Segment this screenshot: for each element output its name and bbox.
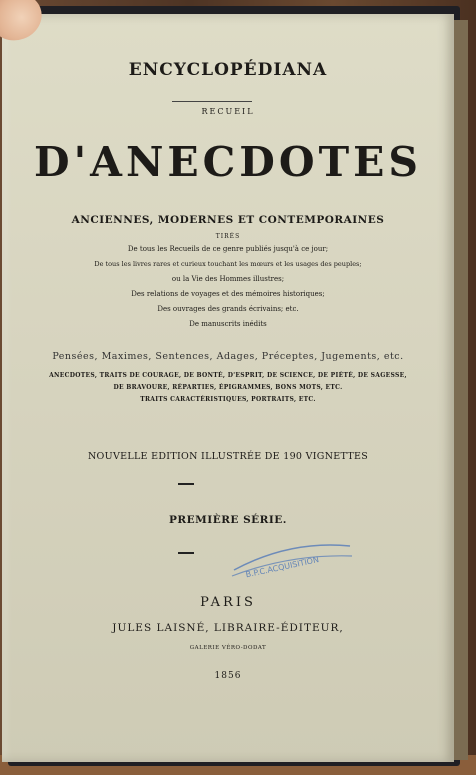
source-line: De manuscrits inédits — [189, 320, 267, 328]
source-line: De tous les Recueils de ce genre publiés jusqu'à ce jour; — [127, 245, 329, 253]
edition-line: NOUVELLE EDITION ILLUSTRÉE DE 190 VIGNETTES — [87, 451, 369, 462]
tires-label: TIRÉS — [215, 233, 241, 240]
title-page — [2, 14, 454, 762]
stamp-text: B.P.C.ACQUISITION — [244, 555, 320, 580]
source-line: Des relations de voyages et des mémoires historiques; — [131, 290, 325, 298]
divider-dash — [178, 552, 194, 554]
subtitle: ANCIENNES, MODERNES ET CONTEMPORAINES — [71, 214, 385, 226]
city: PARIS — [200, 595, 256, 610]
library-stamp — [230, 532, 354, 582]
category-line: DE BRAVOURE, RÉPARTIES, ÉPIGRAMMES, BONS MOTS, ETC. — [113, 384, 343, 391]
divider-dash — [178, 483, 194, 485]
address: GALERIE VÉRO-DODAT — [189, 645, 267, 651]
title-rule — [172, 101, 252, 102]
source-line: De tous les livres rares et curieux touchant les mœurs et les usages des peuples; — [94, 260, 362, 268]
series-title: ENCYCLOPÉDIANA — [128, 60, 328, 80]
source-line: Des ouvrages des grands écrivains; etc. — [157, 305, 299, 313]
publisher: JULES LAISNÉ, LIBRAIRE-ÉDITEUR, — [112, 622, 344, 634]
category-line: ANECDOTES, TRAITS DE COURAGE, DE BONTÉ, D'ESPRIT, DE SCIENCE, DE PIÉTÉ, DE SAGESSE, — [49, 372, 407, 379]
category-line: TRAITS CARACTÉRISTIQUES, PORTRAITS, ETC. — [140, 396, 316, 403]
main-title: D'ANECDOTES — [34, 138, 422, 186]
maxims-line: Pensées, Maximes, Sentences, Adages, Préceptes, Jugements, etc. — [52, 351, 404, 362]
recueil-label: RECUEIL — [201, 107, 255, 116]
source-line: ou la Vie des Hommes illustres; — [171, 275, 285, 283]
series-label: PREMIÈRE SÉRIE. — [169, 514, 287, 526]
year: 1856 — [214, 671, 242, 681]
